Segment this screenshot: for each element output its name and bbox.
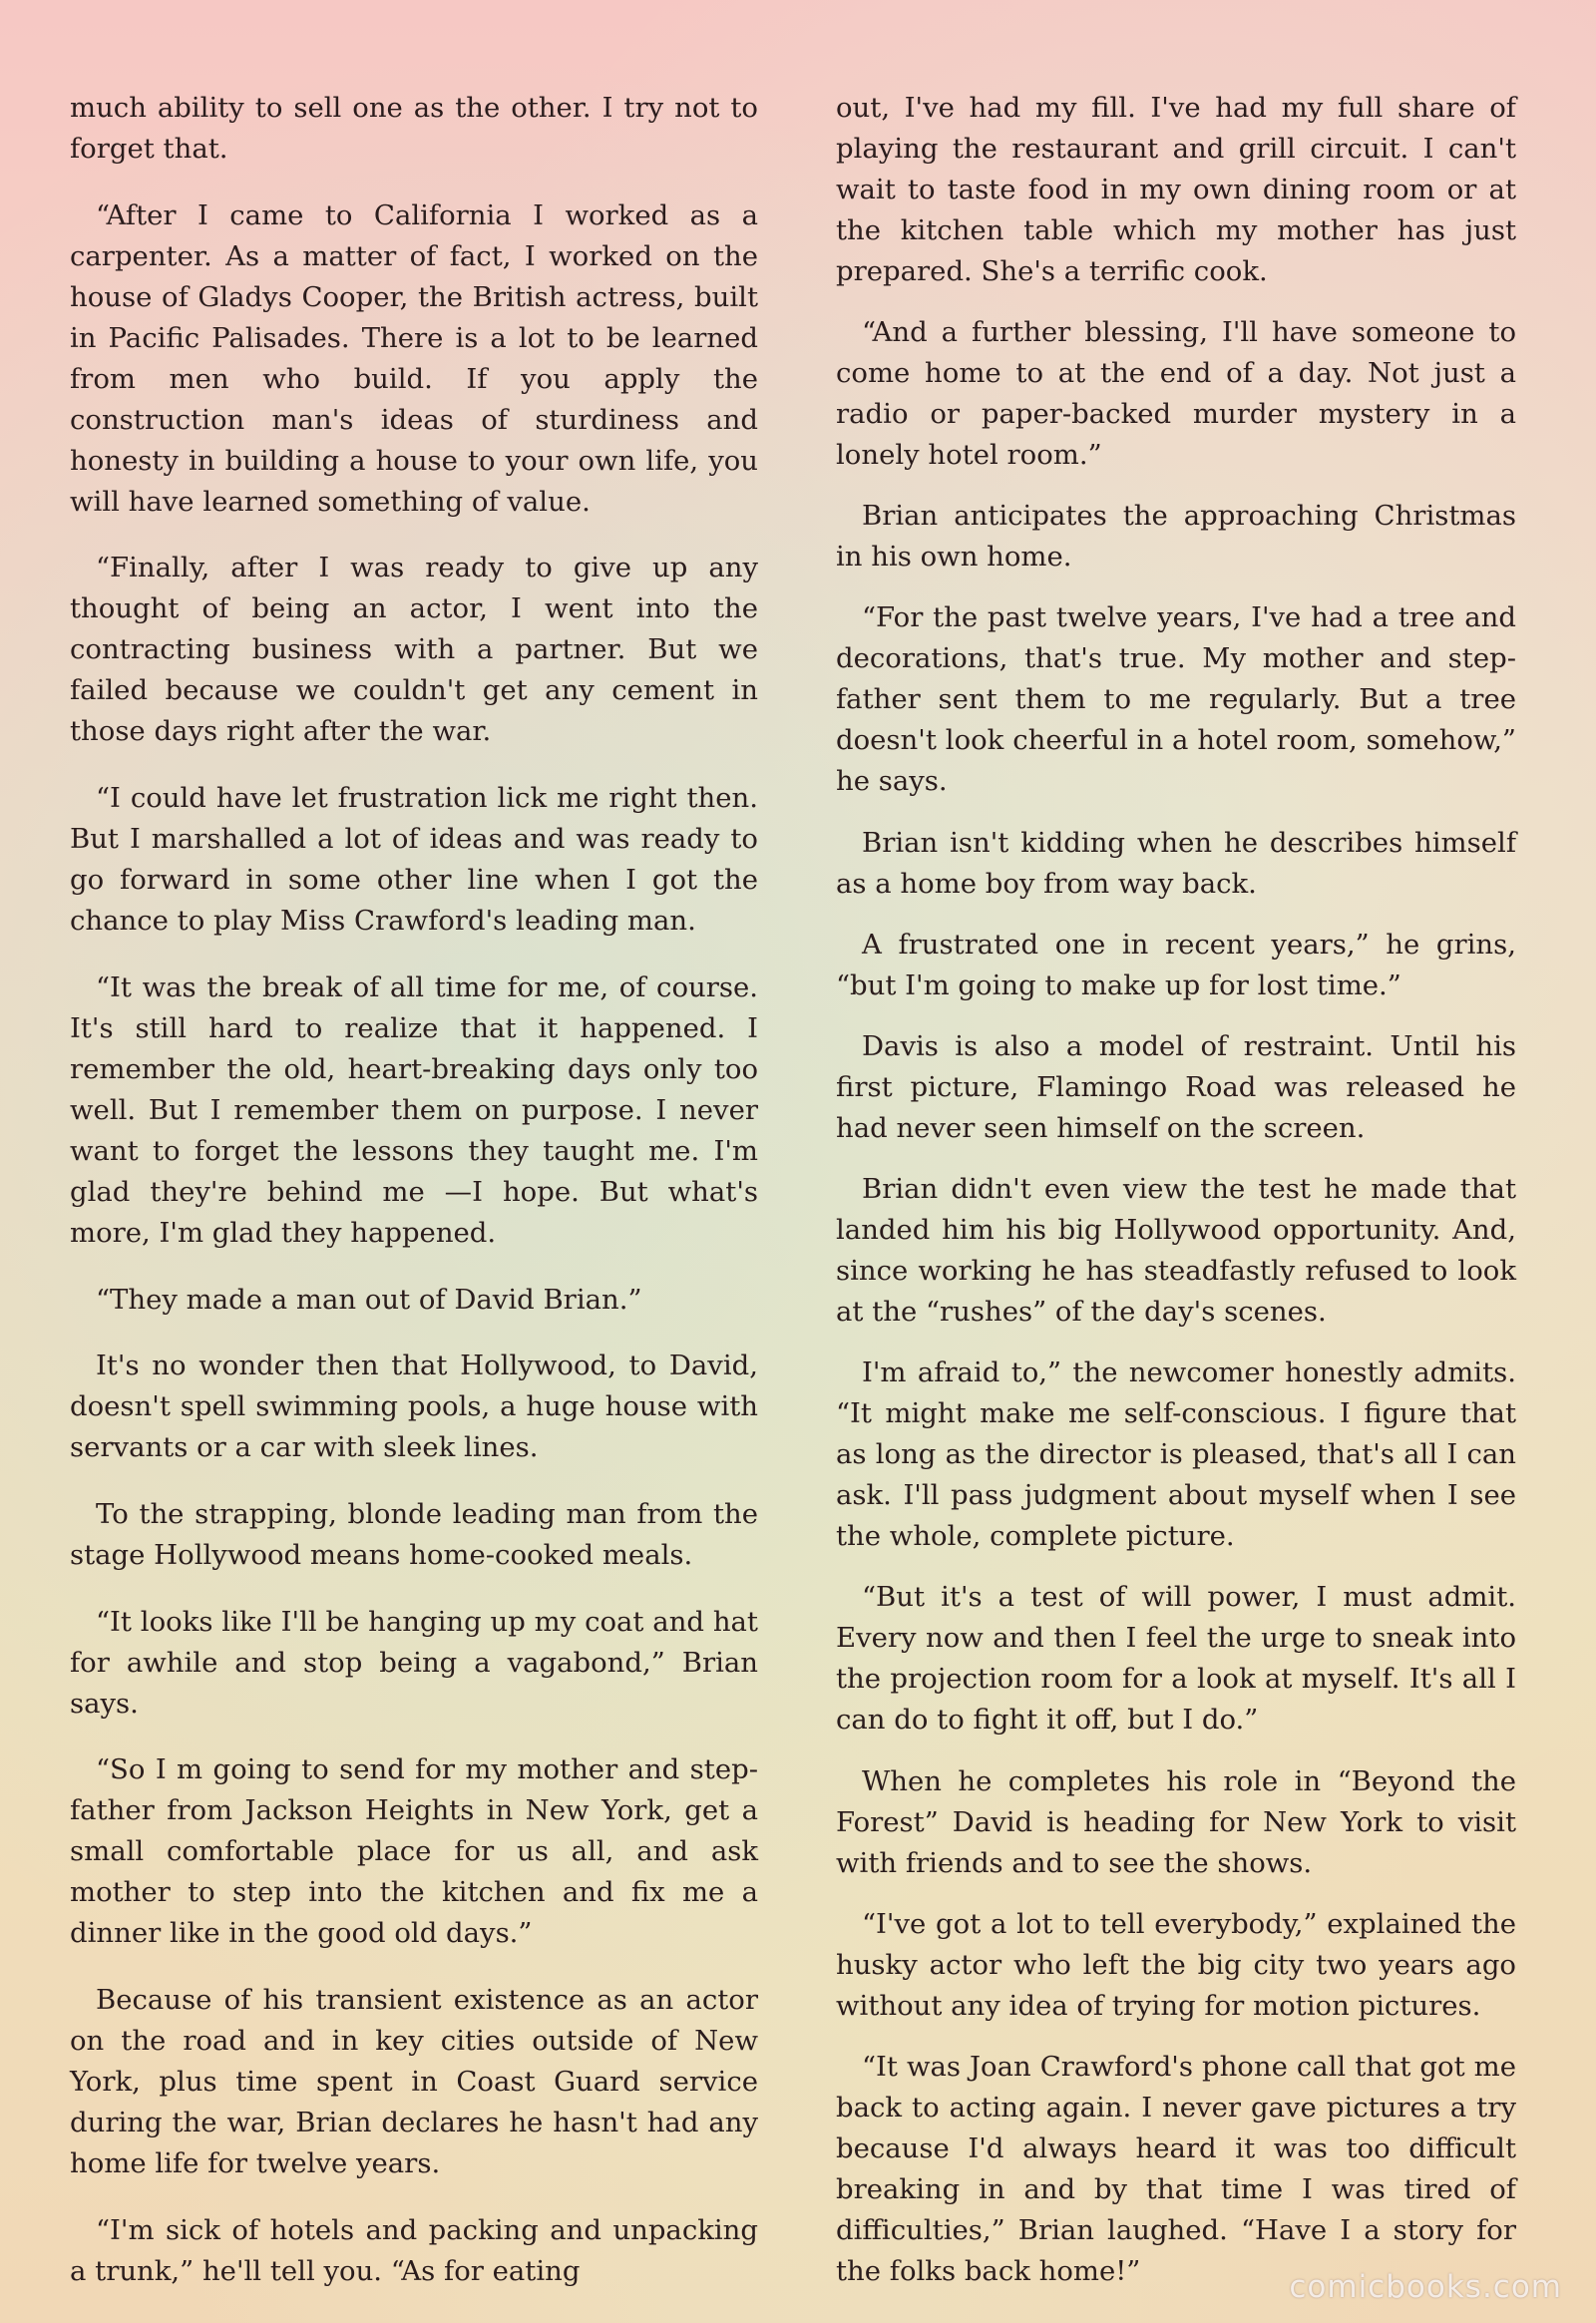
paragraph: It's no wonder then that Hollywood, to David, doesn't spell swimming pools, a huge house with servants or a car with sleek lines. bbox=[70, 1350, 758, 1464]
paragraph: much ability to sell one as the other. I try not to forget that. bbox=[70, 92, 758, 165]
paragraph: “After I came to California I worked as a carpenter. As a matter of fact, I worked on the house of Gladys Cooper, the British actress, built in Pacific Palisades. There is a lot to be learned from men who build. If you apply the construction man's ideas of sturdiness and honesty in building a house to your own life, you will have learned something of value. bbox=[70, 198, 758, 518]
paragraph: I'm afraid to,” the newcomer honestly admits. “It might make me self-conscious. I figure that as long as the director is pleased, that's all I can ask. I'll pass judgment about myself when I see the whole, complete picture. bbox=[836, 1356, 1516, 1553]
paragraph: “They made a man out of David Brian.” bbox=[96, 1283, 642, 1316]
paragraph: “But it's a test of will power, I must admit. Every now and then I feel the urge to sneak into the projection room for a look at myself. It's all I can do to fight it off, but I do.” bbox=[836, 1581, 1516, 1737]
site-watermark: comicbooks.com bbox=[1289, 2269, 1562, 2305]
paragraph: Davis is also a model of restraint. Until his first picture, Flamingo Road was released he had never seen himself on the screen. bbox=[836, 1029, 1516, 1144]
paragraph: “So I m going to send for my mother and step-father from Jackson Heights in New York, get a small comfortable place for us all, and ask mother to step into the kitchen and fix me a dinner like in the good old days.” bbox=[70, 1753, 758, 1950]
paragraph: “I could have let frustration lick me right then. But I marshalled a lot of ideas and was ready to go forward in some other line when I got the chance to play Miss Crawford's leading man. bbox=[70, 782, 758, 938]
paragraph: “I'm sick of hotels and packing and unpacking a trunk,” he'll tell you. “As for eating bbox=[70, 2213, 758, 2287]
paragraph: “It was Joan Crawford's phone call that got me back to acting again. I never gave pictures a try because I'd always heard it was too difficult breaking in and by that time I was tired of difficulties,” Brian laughed. “Have I a story for the folks back home!” bbox=[836, 2050, 1516, 2287]
paragraph: out, I've had my fill. I've had my full share of playing the restaurant and grill circuit. I can't wait to taste food in my own dining room or at the kitchen table which my mother has just prepared. She's a terrific cook. bbox=[836, 92, 1516, 287]
paragraph: “And a further blessing, I'll have someone to come home to at the end of a day. Not just a radio or paper-backed murder mystery in a lonely hotel room.” bbox=[836, 316, 1516, 472]
paragraph: To the strapping, blonde leading man from the stage Hollywood means home-cooked meals. bbox=[70, 1498, 758, 1572]
paragraph: “It was the break of all time for me, of course. It's still hard to realize that it happened. I remember the old, heart-breaking days only too well. But I remember them on purpose. I never want to forget the lessons they taught me. I'm glad they're behind me —I hope. But what's more, I'm glad they happened. bbox=[70, 970, 758, 1249]
left-text-column bbox=[70, 88, 758, 2292]
paragraph: Because of his transient existence as an actor on the road and in key cities outside of New York, plus time spent in Coast Guard service during the war, Brian declares he hasn't had any home life for twelve years. bbox=[70, 1984, 758, 2180]
paragraph: Brian isn't kidding when he describes himself as a home boy from way back. bbox=[836, 826, 1516, 900]
paragraph: “Finally, after I was ready to give up any thought of being an actor, I went into the contracting business with a partner. But we failed because we couldn't get any cement in those days right after the war. bbox=[70, 552, 758, 748]
paragraph: A frustrated one in recent years,” he grins, “but I'm going to make up for lost time.” bbox=[836, 928, 1516, 1001]
right-text-column bbox=[836, 88, 1516, 2292]
paragraph: Brian didn't even view the test he made that landed him his big Hollywood opportunity. And, since working he has steadfastly refused to look at the “rushes” of the day's scenes. bbox=[836, 1173, 1516, 1329]
paragraph: “I've got a lot to tell everybody,” explained the husky actor who left the big city two years ago without any idea of trying for motion pictures. bbox=[836, 1907, 1516, 2022]
paragraph: “For the past twelve years, I've had a tree and decorations, that's true. My mother and step-father sent them to me regularly. But a tree doesn't look cheerful in a hotel room, somehow,” he says. bbox=[836, 601, 1516, 798]
paragraph: “It looks like I'll be hanging up my coat and hat for awhile and stop being a vagabond,” Brian says. bbox=[70, 1605, 758, 1720]
paragraph: Brian anticipates the approaching Christmas in his own home. bbox=[836, 500, 1516, 574]
paragraph: When he completes his role in “Beyond the Forest” David is heading for New York to visit with friends and to see the shows. bbox=[836, 1764, 1516, 1879]
